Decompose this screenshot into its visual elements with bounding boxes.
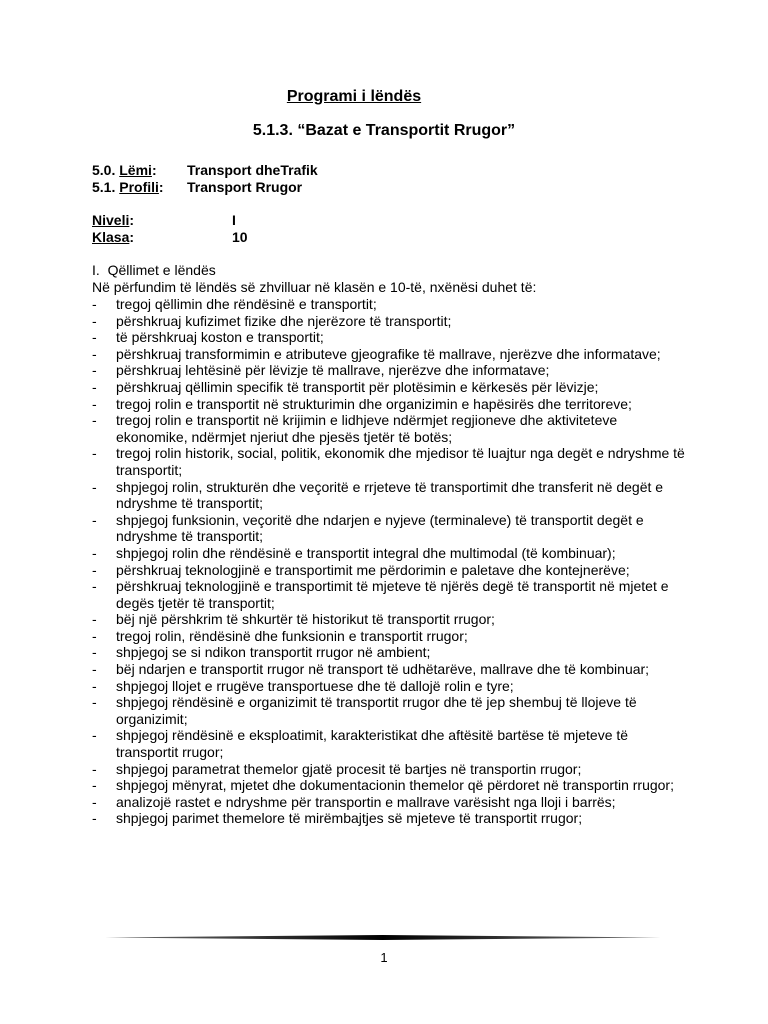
bullet-dash: -	[92, 544, 97, 561]
objectives-list	[92, 296, 692, 827]
objective-item	[92, 661, 692, 678]
section-heading	[92, 262, 216, 278]
objective-text: shpjegoj parimet themelore të mirëmbajtjes së mjeteve të transportit rrugor;	[116, 810, 583, 827]
bullet-dash: -	[92, 312, 97, 329]
objective-text: shpjegoj funksionin, veçoritë dhe ndarjen e nyjeve (terminaleve) të transportit degët e ndryshme të transportit;	[116, 511, 644, 545]
bullet-dash: -	[92, 296, 97, 312]
objective-text: shpjegoj se si ndikon transportit rrugor në ambient;	[116, 644, 431, 661]
bullet-dash: -	[92, 793, 97, 810]
page-title: Programi i lëndës	[286, 88, 422, 105]
objective-text: shpjegoj rëndësinë e organizimit të transportit rrugor dhe të jep shembuj të llojeve të organizimit;	[116, 694, 637, 727]
objective-text: tregoj qëllimin dhe rëndësinë e transportit;	[116, 296, 377, 312]
objective-item	[92, 396, 692, 413]
bullet-dash: -	[92, 412, 97, 429]
bullet-dash: -	[92, 362, 97, 379]
bullet-dash: -	[92, 694, 97, 711]
niveli-label: Niveli	[92, 212, 130, 228]
objective-item	[92, 545, 692, 562]
objective-text: shpjegoj llojet e rrugëve transportuese dhe të dallojë rolin e tyre;	[116, 677, 514, 694]
objective-item	[92, 810, 692, 827]
bullet-dash: -	[92, 644, 97, 661]
objective-item	[92, 479, 692, 512]
bullet-dash: -	[92, 345, 97, 362]
bullet-dash: -	[92, 578, 97, 595]
bullet-dash: -	[92, 810, 97, 827]
objective-text: tregoj rolin historik, social, politik, ekonomik dhe mjedisor të luajtur nga degët e ndryshme të transportit;	[116, 445, 685, 478]
objective-text: analizojë rastet e ndryshme për transportin e mallrave varësisht nga lloji i barrës;	[116, 793, 616, 810]
bullet-dash: -	[92, 329, 97, 346]
objective-item	[92, 644, 692, 661]
lemi-label: Lëmi	[119, 162, 152, 178]
lemi-value: Transport dheTrafik	[187, 162, 318, 178]
objective-text: bëj ndarjen e transportit rrugor në transport të udhëtarëve, mallrave dhe të kombinuar;	[116, 661, 650, 678]
profili-label: Profili	[119, 179, 159, 195]
objective-item	[92, 346, 692, 363]
section-number: I.	[92, 262, 100, 278]
bullet-dash: -	[92, 395, 97, 412]
objective-text: përshkruaj transformimin e atributeve gjeografike të mallrave, njerëzve dhe informatave;	[116, 345, 661, 362]
objective-item	[92, 329, 692, 346]
profili-value: Transport Rrugor	[187, 179, 303, 195]
objective-item	[92, 628, 692, 645]
page-number: 1	[380, 950, 388, 965]
objective-text: shpjegoj mënyrat, mjetet dhe dokumentacionin themelor që përdoret në transportin rrugor;	[116, 777, 674, 794]
objective-item	[92, 794, 692, 811]
objective-text: shpjegoj rolin dhe rëndësinë e transportit integral dhe multimodal (të kombinuar);	[116, 544, 616, 561]
bullet-dash: -	[92, 661, 97, 678]
section-title: Qëllimet e lëndës	[107, 262, 216, 278]
objective-item	[92, 761, 692, 778]
klasa-label: Klasa	[92, 229, 130, 245]
objective-text: shpjegoj rëndësinë e eksploatimit, karakteristikat dhe aftësitë bartëse të mjeteve të transportit rrugor;	[116, 727, 629, 761]
bullet-dash: -	[92, 561, 97, 578]
objective-item	[92, 727, 692, 760]
bullet-dash: -	[92, 677, 97, 694]
document-page: Programi i lëndës 5.1.3. “Bazat e Transportit Rrugor” 5.0. Lëmi: Transport dheTrafik 5.1. Profili: Transport Rrugor Niveli: I Klasa: 10 I. Qëllimet e lëndës Në përfundim të lëndës së zhvilluar në klasën e 10-të, nxënësi duhet të: - tregoj qëllimin dhe rëndësinë e transportit; - përshkruaj kufizimet fizike dhe njerëzore të transportit; - të përshkruaj koston e transportit; - përshkruaj transformimin e atributeve gjeografike të mallrave, njerëzve dhe informatave; - përshkruaj lehtësinë për lëvizje të mallrave, njerëzve dhe informatave; - përshkruaj qëllimin specifik të transportit për plotësimin e kërkesës për lëvizje; - tregoj rolin e transportit në strukturimin dhe organizimin e hapësirës dhe territoreve; - tregoj rolin e transportit në krijimin e lidhjeve ndërmjet regjioneve dhe aktiviteteve ekonomike, ndërmjet njeriut dhe pjesës tjetër të botës; - tregoj rolin historik, social, politik, ekonomik dhe mjedisor të luajtur nga degët e ndryshme të transportit; - shpjegoj rolin, strukturën dhe veçoritë e rrjeteve të transportimit dhe transferit në degët e ndryshme të transportit; - shpjegoj funksionin, veçoritë dhe ndarjen e nyjeve (terminaleve) të transportit degët e ndryshme të transportit; - shpjegoj rolin dhe rëndësinë e transportit integral dhe multimodal (të kombinuar); - përshkruaj teknologjinë e transportimit me përdorimin e paletave dhe kontejnerëve; - përshkruaj teknologjinë e transportimit të mjeteve të njërës degë të transportit në mjetet e degës tjetër të transportit; - bëj një përshkrim të shkurtër të historikut të transportit rrugor; - tregoj rolin, rëndësinë dhe funksionin e transportit rrugor; - shpjegoj se si ndikon transportit rrugor në ambient; - bëj ndarjen e transportit rrugor në transport të udhëtarëve, mallrave dhe të kombinuar; - shpjegoj llojet e rrugëve transportuese dhe të dallojë rolin e tyre; - shpjegoj rëndësinë e organizimit të transportit rrugor dhe të jep shembuj të llojeve të organizimit; - shpjegoj rëndësinë e eksploatimit, karakteristikat dhe aftësitë bartëse të mjeteve të transportit rrugor; - shpjegoj parametrat themelor gjatë procesit të bartjes në transportin rrugor; - shpjegoj mënyrat, mjetet dhe dokumentacionin themelor që përdoret në transportin rrugor; - analizojë rastet e ndryshme për transportin e mallrave varësisht nga lloji i barrës; - shpjegoj parimet themelore të mirëmbajtjes së mjeteve të transportit rrugor; 1	[0, 0, 768, 1024]
bullet-dash: -	[92, 478, 97, 495]
bullet-dash: -	[92, 445, 97, 462]
objective-text: përshkruaj lehtësinë për lëvizje të mallrave, njerëzve dhe informatave;	[116, 362, 550, 379]
objective-item	[92, 412, 692, 445]
objective-text: përshkruaj teknologjinë e transportimit me përdorimin e paletave dhe kontejnerëve;	[116, 561, 630, 578]
objective-text: përshkruaj qëllimin specifik të transportit për plotësimin e kërkesës për lëvizje;	[116, 378, 599, 395]
objective-item	[92, 379, 692, 396]
objective-item	[92, 611, 692, 628]
bullet-dash: -	[92, 627, 97, 644]
bullet-dash: -	[92, 777, 97, 794]
objective-item	[92, 445, 692, 478]
lemi-number: 5.0.	[92, 162, 116, 178]
profili-number: 5.1.	[92, 179, 116, 195]
objective-text: tregoj rolin e transportit në strukturimin dhe organizimin e hapësirës dhe territoreve;	[116, 395, 632, 412]
footer-divider	[105, 935, 661, 940]
bullet-dash: -	[92, 378, 97, 395]
bullet-dash: -	[92, 760, 97, 777]
objective-text: shpjegoj parametrat themelor gjatë procesit të bartjes në transportin rrugor;	[116, 760, 582, 777]
objective-item	[92, 578, 692, 611]
objective-text: përshkruaj kufizimet fizike dhe njerëzore të transportit;	[116, 312, 452, 329]
objective-item	[92, 678, 692, 695]
objective-item	[92, 362, 692, 379]
objective-text: bëj një përshkrim të shkurtër të historikut të transportit rrugor;	[116, 611, 495, 628]
klasa-value: 10	[232, 229, 248, 245]
bullet-dash: -	[92, 727, 97, 744]
objective-item	[92, 562, 692, 579]
objective-item	[92, 694, 692, 727]
objective-text: të përshkruaj koston e transportit;	[116, 329, 324, 346]
niveli-value: I	[232, 212, 236, 228]
objective-text: shpjegoj rolin, strukturën dhe veçoritë e rrjeteve të transportimit dhe transferit në degët e ndryshme të transportit;	[116, 478, 664, 512]
subject-title: 5.1.3. “Bazat e Transportit Rrugor”	[252, 122, 516, 139]
bullet-dash: -	[92, 511, 97, 528]
objective-text: tregoj rolin, rëndësinë dhe funksionin e transportit rrugor;	[116, 627, 468, 644]
objective-text: përshkruaj teknologjinë e transportimit të mjeteve të njërës degë të transportit në mjetet e degës tjetër të transportit;	[116, 578, 669, 611]
objective-item	[92, 296, 692, 313]
objective-item	[92, 777, 692, 794]
section-intro: Në përfundim të lëndës së zhvilluar në klasën e 10-të, nxënësi duhet të:	[92, 279, 537, 295]
bullet-dash: -	[92, 611, 97, 628]
objective-item	[92, 313, 692, 330]
objective-text: tregoj rolin e transportit në krijimin e lidhjeve ndërmjet regjioneve dhe aktiviteteve ekonomike, ndërmjet njeriut dhe pjesës tjetër të botës;	[116, 412, 618, 445]
objective-item	[92, 512, 692, 545]
